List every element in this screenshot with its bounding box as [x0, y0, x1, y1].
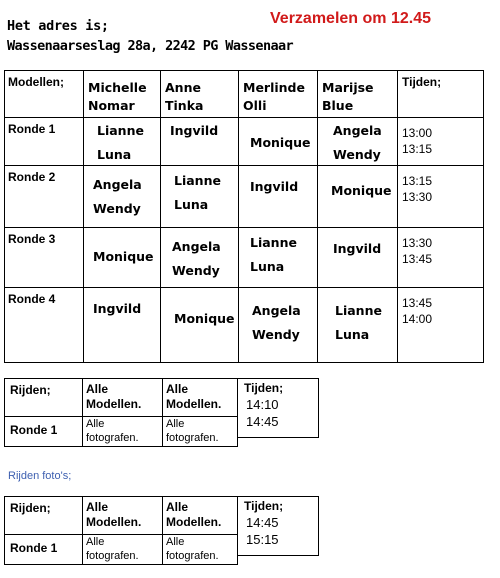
model-name: Monique — [250, 135, 311, 150]
model-name: Angela — [93, 177, 142, 192]
model-name: Luna — [97, 147, 132, 162]
rides-photographers: Alle — [86, 536, 105, 548]
rides-time: 15:15 — [246, 532, 279, 547]
photo-rides-label: Rijden foto's; — [8, 470, 72, 482]
time-slot: 14:00 — [402, 312, 433, 326]
gather-time-note: Verzamelen om 12.45 — [270, 10, 431, 27]
rides-column-header: Modellen. — [86, 515, 142, 529]
rides-column-header: Modellen. — [86, 397, 142, 411]
model-name: Angela — [252, 303, 301, 318]
time-slot: 13:00 — [402, 126, 433, 140]
rides-header-label: Rijden; — [10, 501, 51, 515]
rides-photographers: Alle — [166, 536, 185, 548]
model-name: Lianne — [335, 303, 382, 318]
rides-column-header: Alle — [86, 382, 109, 396]
column-header: Michelle — [88, 80, 147, 95]
schedule-cell — [238, 165, 318, 228]
model-name: Wendy — [172, 263, 220, 278]
model-name: Ingvild — [93, 301, 142, 316]
model-name: Wendy — [333, 147, 381, 162]
rides-photographers: fotografen. — [86, 550, 139, 562]
model-name: Monique — [331, 183, 392, 198]
rides-column-header: Alle — [166, 500, 189, 514]
model-name: Ingvild — [333, 241, 382, 256]
column-header: Olli — [243, 98, 267, 113]
round-label: Ronde 1 — [8, 122, 56, 136]
round-label: Ronde 4 — [8, 292, 56, 306]
round-label: Ronde 3 — [8, 232, 56, 246]
model-name: Luna — [335, 327, 370, 342]
schedule-cell — [83, 165, 161, 228]
column-header: Blue — [322, 98, 354, 113]
rides-round-label: Ronde 1 — [10, 541, 58, 555]
schedule-cell — [160, 227, 239, 288]
rides-times-label: Tijden; — [244, 499, 284, 513]
model-name: Monique — [93, 249, 154, 264]
time-slot: 13:30 — [402, 236, 433, 250]
column-header: Nomar — [88, 98, 135, 113]
model-name: Ingvild — [170, 123, 219, 138]
schedule-cell — [317, 227, 398, 288]
rides-column-header: Modellen. — [166, 515, 222, 529]
rides-times-label: Tijden; — [244, 381, 284, 395]
column-header: Modellen; — [8, 75, 64, 89]
model-name: Ingvild — [250, 179, 299, 194]
rides-photographers: fotografen. — [166, 432, 219, 444]
rides-photographers: Alle — [166, 418, 185, 430]
column-header: Marijse — [322, 80, 374, 95]
model-name: Luna — [250, 259, 285, 274]
rides-time: 14:10 — [246, 397, 279, 412]
time-slot: 13:15 — [402, 142, 433, 156]
rides-column-header: Alle — [86, 500, 109, 514]
rides-column-header: Modellen. — [166, 397, 222, 411]
time-slot: 13:30 — [402, 190, 433, 204]
model-name: Monique — [174, 311, 235, 326]
rides-round-label: Ronde 1 — [10, 423, 58, 437]
model-name: Luna — [174, 197, 209, 212]
column-header: Tinka — [165, 98, 204, 113]
round-label: Ronde 2 — [8, 170, 56, 184]
address-label: Het adres is; — [7, 18, 109, 34]
address-value: Wassenaarseslag 28a, 2242 PG Wassenaar — [7, 38, 294, 54]
column-header: Merlinde — [243, 80, 305, 95]
column-header: Anne — [165, 80, 201, 95]
model-name: Wendy — [93, 201, 141, 216]
rides-column-header: Alle — [166, 382, 189, 396]
time-slot: 13:15 — [402, 174, 433, 188]
rides-time: 14:45 — [246, 515, 279, 530]
rides-photographers: Alle — [86, 418, 105, 430]
rides-photographers: fotografen. — [166, 550, 219, 562]
model-name: Lianne — [97, 123, 144, 138]
model-name: Angela — [172, 239, 221, 254]
time-slot: 13:45 — [402, 252, 433, 266]
model-name: Lianne — [250, 235, 297, 250]
model-name: Lianne — [174, 173, 221, 188]
rides-header-label: Rijden; — [10, 383, 51, 397]
schedule-cell — [317, 287, 398, 363]
schedule-cell — [83, 287, 161, 363]
schedule-cell — [238, 287, 318, 363]
time-slot: 13:45 — [402, 296, 433, 310]
rides-time: 14:45 — [246, 414, 279, 429]
rides-photographers: fotografen. — [86, 432, 139, 444]
model-name: Angela — [333, 123, 382, 138]
model-name: Wendy — [252, 327, 300, 342]
column-header: Tijden; — [402, 75, 442, 89]
